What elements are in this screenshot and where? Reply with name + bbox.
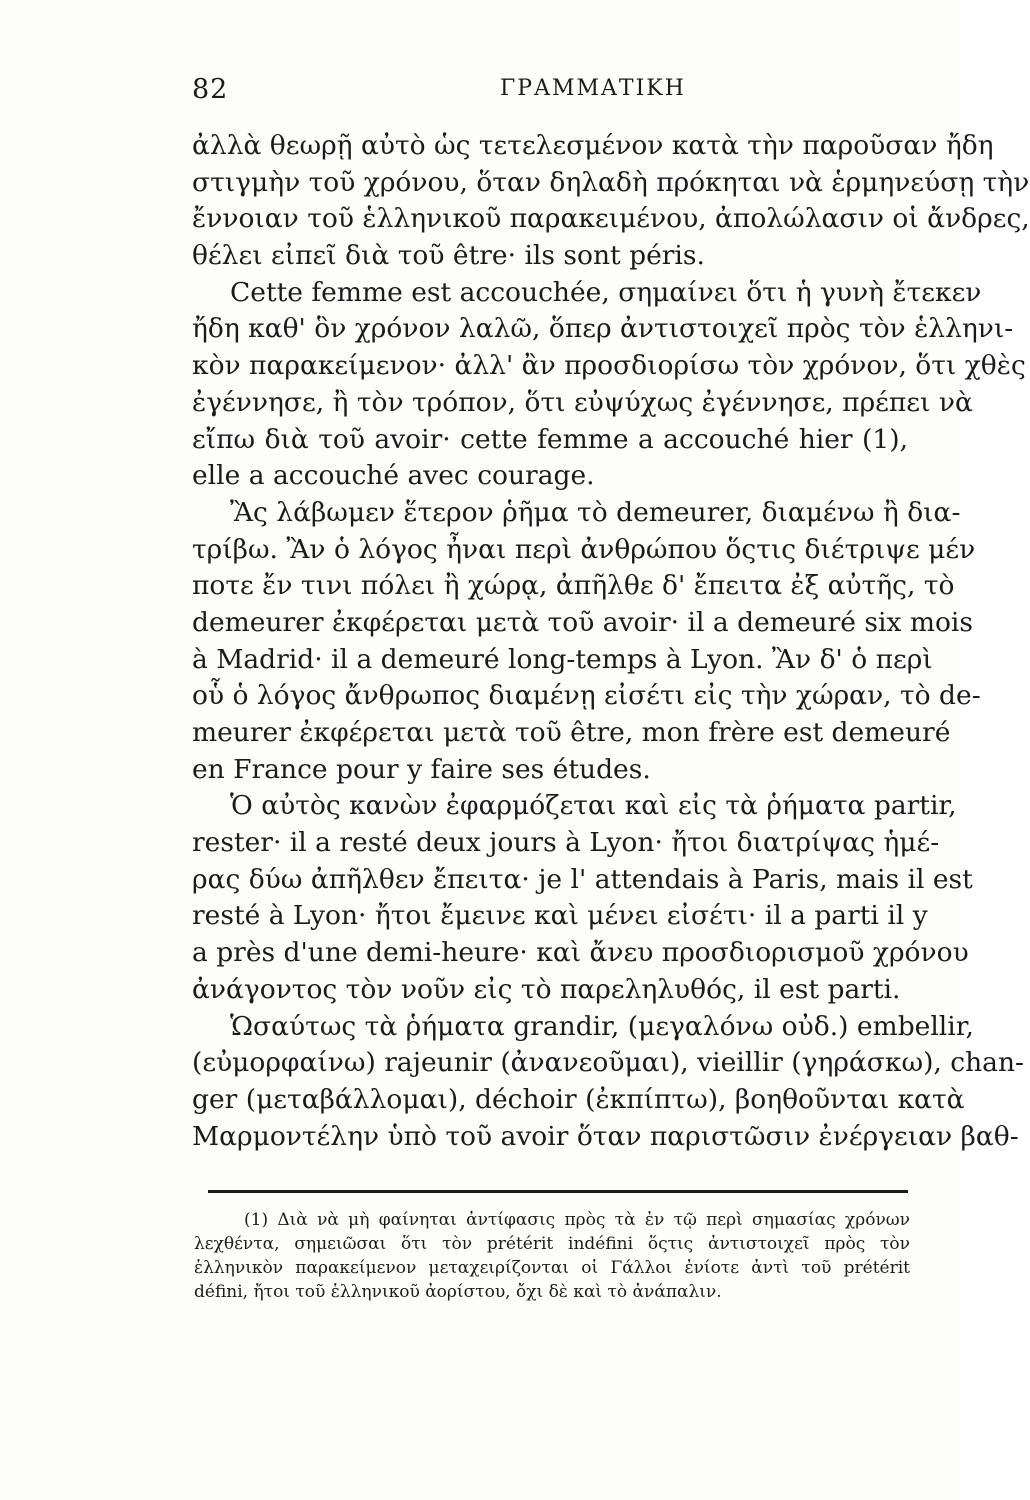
text-line: κὸν παρακείμενον· ἀλλ' ἂν προσδιορίσω τὸν χρόνον, ὅτι χθὲς <box>192 350 1026 382</box>
text-line: Μαρμοντέλην ὑπὸ τοῦ avoir ὅταν παριστῶσιν ἐνέργειαν βαθ- <box>192 1120 1019 1152</box>
footnote-line: défini, ἤτοι τοῦ ἑλληνικοῦ ἀορίστου, ὄχι δὲ καὶ τὸ ἀνάπαλιν. <box>194 1282 722 1302</box>
text-line: demeurer ἐκφέρεται μετὰ τοῦ avoir· il a demeuré six mois <box>192 606 973 638</box>
page-number: 82 <box>192 74 229 105</box>
text-line: ger (μεταβάλλομαι), déchoir (ἐκπίπτω), βοηθοῦνται κατὰ <box>192 1083 965 1115</box>
body-text <box>192 128 1030 1155</box>
text-line: στιγμὴν τοῦ χρόνου, ὅταν δηλαδὴ πρόκηται νὰ ἑρμηνεύσῃ τὴν <box>192 166 1030 198</box>
footnote-line: λεχθέντα, σημειῶσαι ὅτι τὸν prétérit indéfini ὅςτις ἀντιστοιχεῖ πρὸς τὸν <box>194 1234 910 1254</box>
text-line: ρας δύω ἀπῆλθεν ἔπειτα· je l' attendais à Paris, mais il est <box>192 863 973 895</box>
text-line: Ὁ αὐτὸς κανὼν ἐφαρμόζεται καὶ εἰς τὰ ῥήματα partir, <box>230 790 957 822</box>
text-line: ἐγέννησε, ἢ τὸν τρόπον, ὅτι εὐψύχως ἐγέννησε, πρέπει νὰ <box>192 386 973 418</box>
text-line: ἀλλὰ θεωρῇ αὐτὸ ὡς τετελεσμένον κατὰ τὴν παροῦσαν ἤδη <box>192 130 994 161</box>
text-line: à Madrid· il a demeuré long-temps à Lyon. Ἂν δ' ὁ περὶ <box>192 643 933 675</box>
footnote-line: ἑλληνικὸν παρακείμενον μεταχειρίζονται οἱ Γάλλοι ἐνίοτε ἀντὶ τοῦ prétérit <box>194 1258 910 1278</box>
footnote-divider <box>208 1190 908 1193</box>
text-line: Ὡσαύτως τὰ ῥήματα grandir, (μεγαλόνω οὐδ.) embellir, <box>230 1010 974 1042</box>
text-line: (εὐμορφαίνω) rajeunir (ἀνανεοῦμαι), vieillir (γηράσκω), chan- <box>192 1047 1024 1079</box>
text-line: ποτε ἔν τινι πόλει ἢ χώρᾳ, ἀπῆλθε δ' ἔπειτα ἐξ αὐτῆς, τὸ <box>192 570 955 602</box>
page-header <box>190 74 910 114</box>
text-line: ἀνάγοντος τὸν νοῦν εἰς τὸ παρεληλυθός, il est parti. <box>192 973 901 1005</box>
text-line: ἤδη καθ' ὃν χρόνον λαλῶ, ὅπερ ἀντιστοιχεῖ πρὸς τὸν ἑλληνι- <box>192 313 1014 345</box>
text-line: elle a accouché avec courage. <box>192 460 595 492</box>
text-line: οὗ ὁ λόγος ἄνθρωπος διαμένῃ εἰσέτι εἰς τὴν χώραν, τὸ de- <box>192 680 981 712</box>
text-line: Cette femme est accouchée, σημαίνει ὅτι ἡ γυνὴ ἔτεκεν <box>230 276 982 308</box>
text-line: a près d'une demi-heure· καὶ ἄνευ προσδιορισμοῦ χρόνου <box>192 937 969 969</box>
text-line: Ἂς λάβωμεν ἕτερον ῥῆμα τὸ demeurer, διαμένω ἢ δια- <box>230 496 961 528</box>
running-title: ΓΡΑΜΜΑΤΙΚΗ <box>500 76 686 101</box>
text-line: resté à Lyon· ἤτοι ἔμεινε καὶ μένει εἰσέτι· il a parti il y <box>192 900 928 932</box>
text-line: θέλει εἰπεῖ διὰ τοῦ être· ils sont péris. <box>192 240 705 272</box>
text-line: ἔννοιαν τοῦ ἑλληνικοῦ παρακειμένου, ἀπολώλασιν οἱ ἄνδρες, <box>192 203 1030 235</box>
text-line: rester· il a resté deux jours à Lyon· ἤτοι διατρίψας ἡμέ- <box>192 827 940 859</box>
text-line: τρίβω. Ἂν ὁ λόγος ἦναι περὶ ἀνθρώπου ὅςτις διέτριψε μέν <box>192 533 976 565</box>
text-line: εἴπω διὰ τοῦ avoir· cette femme a accouché hier (1), <box>192 423 908 455</box>
footnote-line: (1) Διὰ νὰ μὴ φαίνηται ἀντίφασις πρὸς τὰ ἐν τῷ περὶ σημασίας χρόνων <box>244 1210 910 1230</box>
text-line: en France pour y faire ses études. <box>192 753 651 785</box>
text-line: meurer ἐκφέρεται μετὰ τοῦ être, mon frère est demeuré <box>192 717 951 748</box>
footnotes <box>194 1208 910 1304</box>
